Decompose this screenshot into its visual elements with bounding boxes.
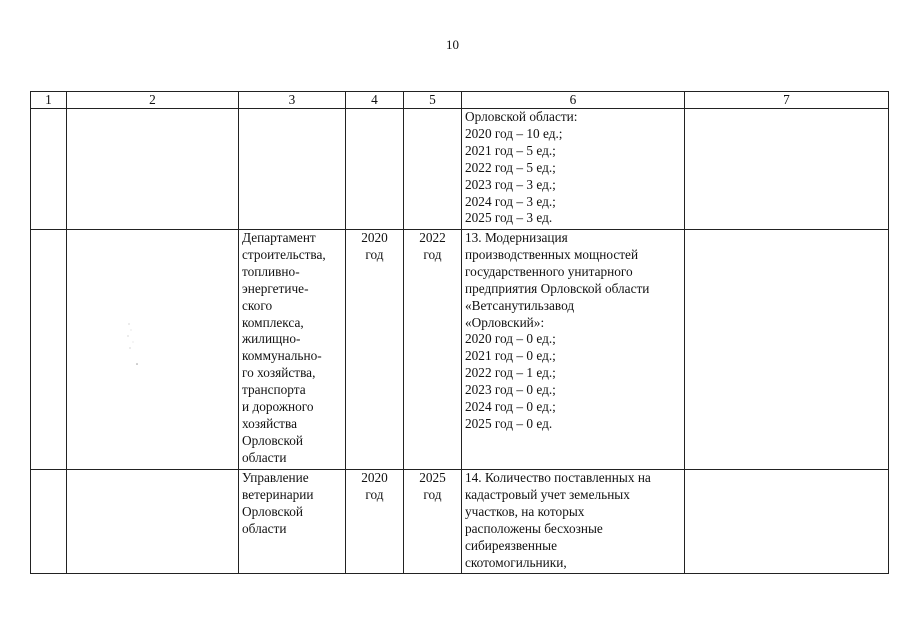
responsible-line: области bbox=[242, 449, 287, 465]
year-value: 2020 bbox=[361, 230, 388, 245]
indicator-line: 2025 год – 3 ед. bbox=[465, 210, 553, 226]
indicator-line: 2025 год – 0 ед. bbox=[465, 415, 553, 431]
indicator-line: 2021 год – 0 ед.; bbox=[465, 348, 556, 364]
cell-responsible bbox=[239, 230, 346, 470]
indicator-line: 2022 год – 5 ед.; bbox=[465, 159, 556, 175]
indicator-line: «Орловский»: bbox=[465, 314, 545, 330]
cell-notes bbox=[685, 109, 889, 230]
responsible-line: и дорожного bbox=[242, 399, 314, 415]
indicator-line: участков, на которых bbox=[465, 503, 585, 519]
responsible-line: области bbox=[242, 520, 287, 536]
cell-indicator bbox=[462, 230, 685, 470]
header-row bbox=[31, 92, 889, 109]
cell-number bbox=[31, 470, 67, 574]
year-value: 2022 bbox=[419, 230, 446, 245]
header-col-4: 4 bbox=[346, 92, 404, 109]
cell-description bbox=[67, 230, 239, 470]
indicator-line: государственного унитарного bbox=[465, 263, 633, 279]
header-col-7: 7 bbox=[685, 92, 889, 109]
indicator-line: 13. Модернизация bbox=[465, 230, 568, 245]
cell-notes bbox=[685, 470, 889, 574]
indicator-line: 2022 год – 1 ед.; bbox=[465, 365, 556, 381]
cell-start-year bbox=[346, 230, 404, 470]
table-row bbox=[31, 470, 889, 574]
indicator-line: расположены бесхозные bbox=[465, 520, 603, 536]
responsible-line: топливно- bbox=[242, 263, 300, 279]
indicator-line: предприятия Орловской области bbox=[465, 280, 650, 296]
cell-end-year bbox=[404, 470, 462, 574]
cell-indicator bbox=[462, 470, 685, 574]
year-unit: год bbox=[423, 486, 442, 502]
responsible-line: коммунально- bbox=[242, 348, 322, 364]
cell-end-year bbox=[404, 230, 462, 470]
indicator-line: 2021 год – 5 ед.; bbox=[465, 142, 556, 158]
year-value: 2025 bbox=[419, 470, 446, 485]
cell-description bbox=[67, 109, 239, 230]
responsible-line: Департамент bbox=[242, 230, 316, 245]
header-col-1: 1 bbox=[31, 92, 67, 109]
year-unit: год bbox=[365, 486, 384, 502]
header-col-5: 5 bbox=[404, 92, 462, 109]
header-col-6: 6 bbox=[462, 92, 685, 109]
cell-start-year bbox=[346, 109, 404, 230]
responsible-line: ского bbox=[242, 297, 273, 313]
year-value: 2020 bbox=[361, 470, 388, 485]
responsible-line: хозяйства bbox=[242, 415, 297, 431]
cell-responsible bbox=[239, 470, 346, 574]
indicator-line: 2024 год – 0 ед.; bbox=[465, 399, 556, 415]
indicator-line: сибиреязвенные bbox=[465, 537, 557, 553]
cell-number bbox=[31, 109, 67, 230]
indicator-line: 2023 год – 0 ед.; bbox=[465, 382, 556, 398]
header-col-3: 3 bbox=[239, 92, 346, 109]
page-number: 10 bbox=[446, 37, 459, 52]
responsible-line: жилищно- bbox=[242, 331, 301, 347]
indicator-line: Орловской области: bbox=[465, 109, 578, 124]
document-table bbox=[30, 91, 889, 574]
cell-start-year bbox=[346, 470, 404, 574]
cell-number bbox=[31, 230, 67, 470]
responsible-line: энергетиче- bbox=[242, 280, 309, 296]
responsible-line: комплекса, bbox=[242, 314, 304, 330]
indicator-line: «Ветсанутильзавод bbox=[465, 297, 575, 313]
cell-responsible bbox=[239, 109, 346, 230]
indicator-line: 2023 год – 3 ед.; bbox=[465, 176, 556, 192]
indicator-line: 2024 год – 3 ед.; bbox=[465, 193, 556, 209]
table-row bbox=[31, 230, 889, 470]
indicator-line: скотомогильники, bbox=[465, 554, 567, 570]
cell-indicator bbox=[462, 109, 685, 230]
responsible-line: транспорта bbox=[242, 382, 306, 398]
responsible-line: Управление bbox=[242, 470, 309, 485]
responsible-line: Орловской bbox=[242, 503, 304, 519]
header-col-2: 2 bbox=[67, 92, 239, 109]
responsible-line: Орловской bbox=[242, 432, 304, 448]
cell-end-year bbox=[404, 109, 462, 230]
indicator-line: 2020 год – 0 ед.; bbox=[465, 331, 556, 347]
indicator-line: производственных мощностей bbox=[465, 246, 639, 262]
indicator-line: 2020 год – 10 ед.; bbox=[465, 125, 563, 141]
indicator-line: кадастровый учет земельных bbox=[465, 486, 630, 502]
cell-description bbox=[67, 470, 239, 574]
responsible-line: строительства, bbox=[242, 246, 326, 262]
responsible-line: го хозяйства, bbox=[242, 365, 316, 381]
year-unit: год bbox=[423, 246, 442, 262]
scan-noise bbox=[125, 320, 141, 370]
table-row bbox=[31, 109, 889, 230]
cell-notes bbox=[685, 230, 889, 470]
indicator-line: 14. Количество поставленных на bbox=[465, 470, 651, 485]
year-unit: год bbox=[365, 246, 384, 262]
responsible-line: ветеринарии bbox=[242, 486, 314, 502]
